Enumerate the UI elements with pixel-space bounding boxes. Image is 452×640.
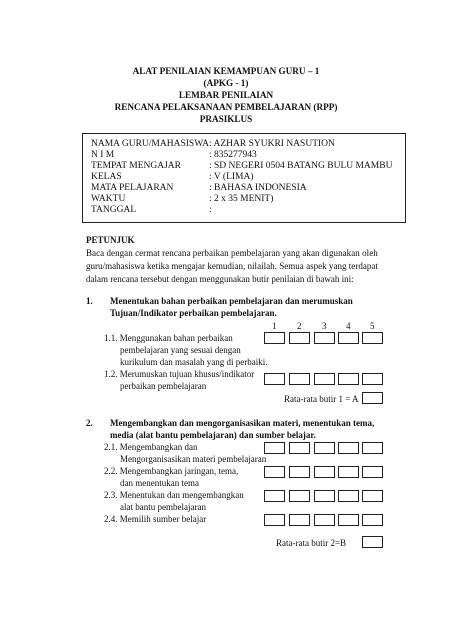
score-box[interactable] xyxy=(314,466,335,478)
score-box[interactable] xyxy=(264,332,285,344)
average-box-1[interactable] xyxy=(362,392,383,404)
score-box[interactable] xyxy=(362,514,383,526)
doc-title-line-5: PRASIKLUS xyxy=(199,114,253,124)
scale-number-2: 2 xyxy=(297,321,302,331)
average-label-1: Rata-rata butir 1 = A xyxy=(284,394,359,404)
item-1-1-line: kurikulum dan masalah yang di perbaiki. xyxy=(120,357,268,367)
scale-number-3: 3 xyxy=(322,321,327,331)
identity-box xyxy=(82,133,406,223)
score-box[interactable] xyxy=(362,373,383,385)
item-2-2-line: 2.2. Mengembangkan jaringan, tema, xyxy=(104,466,239,476)
item-2-2-line: dan menentukan tema xyxy=(120,478,199,488)
petunjuk-line: dalam rencana tersebut dengan menggunakan butir penilaian di bawah ini: xyxy=(86,274,354,284)
average-label-2: Rata-rata butir 2=B xyxy=(276,538,347,548)
score-box[interactable] xyxy=(338,514,359,526)
score-box[interactable] xyxy=(338,332,359,344)
section-1-title-line: Menentukan bahan perbaikan pembelajaran dan merumuskan xyxy=(110,296,353,306)
score-box[interactable] xyxy=(289,373,310,385)
score-box[interactable] xyxy=(314,514,335,526)
identity-label: MATA PELAJARAN xyxy=(91,183,174,193)
score-box[interactable] xyxy=(264,373,285,385)
score-box[interactable] xyxy=(289,332,310,344)
item-1-1-line: pembelajaran yang sesuai dengan xyxy=(120,345,241,355)
score-box[interactable] xyxy=(289,490,310,502)
petunjuk-line: guru/mahasiswa ketika mengajar kemudian, nilailah. Semua aspek yang terdapat xyxy=(86,261,378,271)
item-1-2-line: 1.2. Merumuskan tujuan khusus/indikator xyxy=(104,369,255,379)
identity-value: : SD NEGERI 0504 BATANG BULU MAMBU xyxy=(209,161,393,171)
score-box[interactable] xyxy=(289,466,310,478)
scale-number-5: 5 xyxy=(370,321,375,331)
scale-number-4: 4 xyxy=(346,321,351,331)
identity-value: : 2 x 35 MENIT) xyxy=(209,194,274,204)
score-box[interactable] xyxy=(314,442,335,454)
section-2-number: 2. xyxy=(86,418,93,428)
identity-value: : V (LIMA) xyxy=(209,172,254,182)
identity-value: : BAHASA INDONESIA xyxy=(209,183,307,193)
average-box-2[interactable] xyxy=(362,536,383,548)
score-box[interactable] xyxy=(338,442,359,454)
item-2-4-line: 2.4. Memilih sumber belajar xyxy=(104,514,207,524)
identity-label: TEMPAT MENGAJAR xyxy=(91,161,182,171)
identity-label: KELAS xyxy=(91,172,122,182)
section-2-title-line: media (alat bantu pembelajaran) dan sumber belajar. xyxy=(110,430,316,440)
identity-label: N I M xyxy=(91,150,115,160)
identity-label: NAMA GURU/MAHASISWA xyxy=(91,139,209,149)
score-box[interactable] xyxy=(314,332,335,344)
doc-title-line-1: ALAT PENILAIAN KEMAMPUAN GURU – 1 xyxy=(132,66,320,76)
item-1-1-line: 1.1. Menggunakan bahan perbaikan xyxy=(104,333,233,343)
section-2-title-line: Mengembangkan dan mengorganisasikan materi, menentukan tema, xyxy=(110,418,375,428)
doc-title-line-4: RENCANA PELAKSANAAN PEMBELAJARAN (RPP) xyxy=(114,102,338,112)
section-1-number: 1. xyxy=(86,296,93,306)
score-box[interactable] xyxy=(264,514,285,526)
doc-title-line-3: LEMBAR PENILAIAN xyxy=(178,90,274,100)
scale-number-1: 1 xyxy=(272,321,277,331)
petunjuk-line: Baca dengan cermat rencana perbaikan pembelajaran yang akan digunakan oleh xyxy=(86,248,378,258)
identity-value: : AZHAR SYUKRI NASUTION xyxy=(209,139,335,149)
item-2-3-line: alat bantu pembelajaran xyxy=(120,502,206,512)
score-box[interactable] xyxy=(314,373,335,385)
score-box[interactable] xyxy=(264,466,285,478)
identity-value: : xyxy=(209,205,212,215)
identity-label: TANGGAL xyxy=(91,205,137,215)
score-box[interactable] xyxy=(338,373,359,385)
identity-value: : 835277943 xyxy=(209,150,257,160)
score-box[interactable] xyxy=(362,490,383,502)
doc-title-line-2: (APKG - 1) xyxy=(203,78,249,88)
score-box[interactable] xyxy=(362,466,383,478)
section-1-title-line: Tujuan/Indikator perbaikan pembelajaran. xyxy=(110,308,277,318)
score-box[interactable] xyxy=(362,442,383,454)
score-box[interactable] xyxy=(264,442,285,454)
score-box[interactable] xyxy=(314,490,335,502)
item-2-3-line: 2.3. Menentukan dan mengembangkan xyxy=(104,490,244,500)
score-box[interactable] xyxy=(289,442,310,454)
item-1-2-line: perbaikan pembelajaran xyxy=(120,381,207,391)
score-box[interactable] xyxy=(289,514,310,526)
petunjuk-title: PETUNJUK xyxy=(86,235,135,245)
score-box[interactable] xyxy=(264,490,285,502)
item-2-1-line: 2.1. Mengembangkan dan xyxy=(104,442,198,452)
identity-label: WAKTU xyxy=(91,194,126,204)
score-box[interactable] xyxy=(362,332,383,344)
score-box[interactable] xyxy=(338,466,359,478)
item-2-1-line: Mengorganisasikan materi pembelajaran xyxy=(120,454,267,464)
score-box[interactable] xyxy=(338,490,359,502)
